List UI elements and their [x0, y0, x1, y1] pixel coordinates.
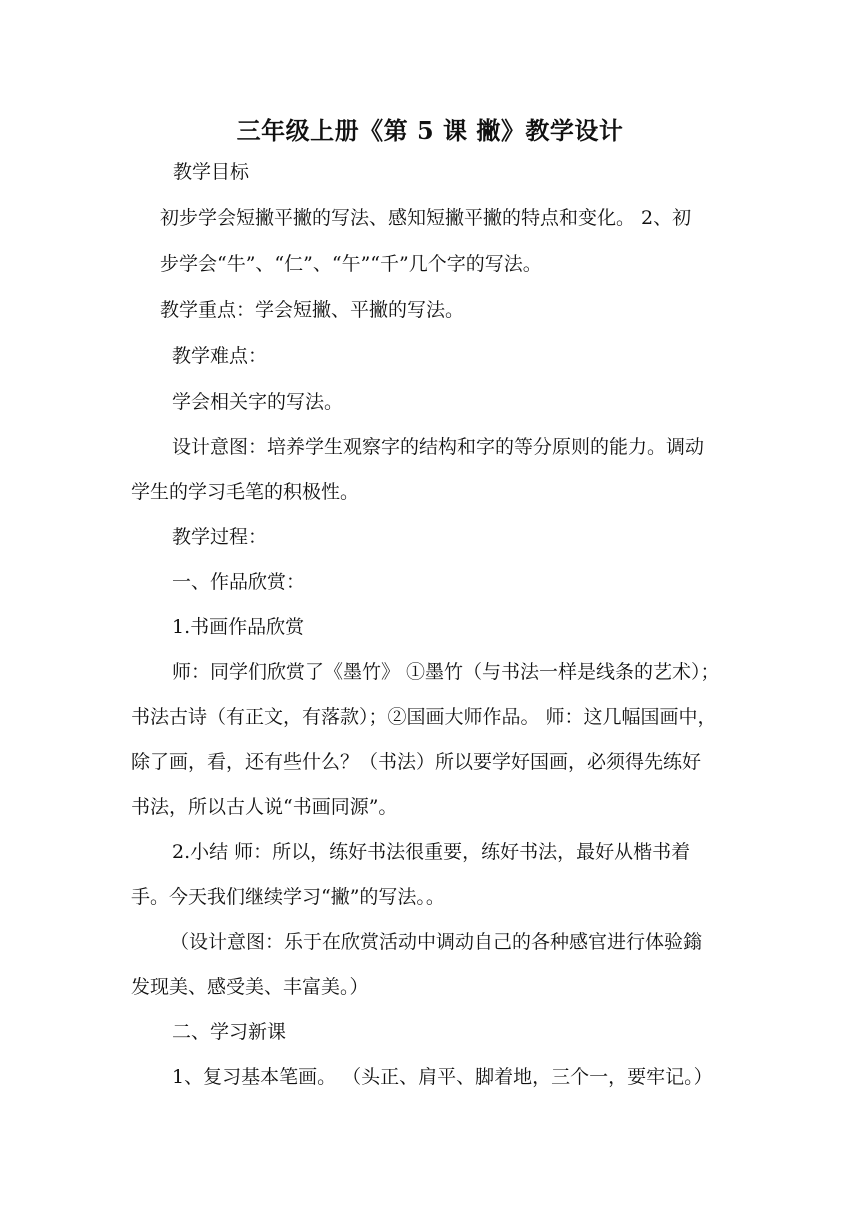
paragraph-line: 教学重点：学会短撇、平撇的写法。 — [160, 299, 465, 321]
paragraph-line: 1、复习基本笔画。 （头正、肩平、脚着地，三个一，要牢记。） — [172, 1066, 713, 1088]
section-heading-objectives: 教学目标 — [173, 161, 250, 183]
paragraph-line: （设计意图：乐于在欣赏活动中调动自己的各种感官进行体验鎓 — [170, 931, 703, 953]
section-heading-difficulty: 教学难点： — [172, 345, 268, 367]
subsection-heading: 1.书画作品欣赏 — [172, 616, 305, 638]
paragraph-line: 2.小结 师：所以，练好书法很重要，练好书法，最好从楷书着 — [172, 841, 691, 863]
section-heading-new-lesson: 二、学习新课 — [172, 1021, 287, 1043]
paragraph-line: 步学会“牛”、“仁”、“午”“千”几个字的写法。 — [160, 253, 542, 275]
paragraph-line: 学会相关字的写法。 — [172, 391, 344, 413]
paragraph-line: 师：同学们欣赏了《墨竹》 ①墨竹（与书法一样是线条的艺术）； — [172, 661, 720, 683]
paragraph-line: 书法，所以古人说“书画同源”。 — [131, 796, 398, 818]
paragraph-line: 书法古诗（有正文，有落款）；②国画大师作品。 师：这几幅国画中， — [131, 706, 717, 728]
paragraph-line: 发现美、感受美、丰富美。） — [131, 976, 369, 998]
paragraph-line: 除了画，看，还有些什么？（书法）所以要学好国画，必须得先练好 — [131, 751, 702, 773]
section-heading-process: 教学过程： — [172, 526, 268, 548]
paragraph-line: 设计意图：培养学生观察字的结构和字的等分原则的能力。调动 — [172, 436, 705, 458]
section-heading-appreciation: 一、作品欣赏： — [172, 571, 306, 593]
paragraph-line: 学生的学习毛笔的积极性。 — [131, 481, 360, 503]
paragraph-line: 初步学会短撇平撇的写法、感知短撇平撇的特点和变化。 2、初 — [160, 207, 692, 229]
paragraph-line: 手。今天我们继续学习“撇”的写法。。 — [131, 886, 445, 908]
document-title: 三年级上册《第 5 课 撇》教学设计 — [236, 116, 624, 145]
